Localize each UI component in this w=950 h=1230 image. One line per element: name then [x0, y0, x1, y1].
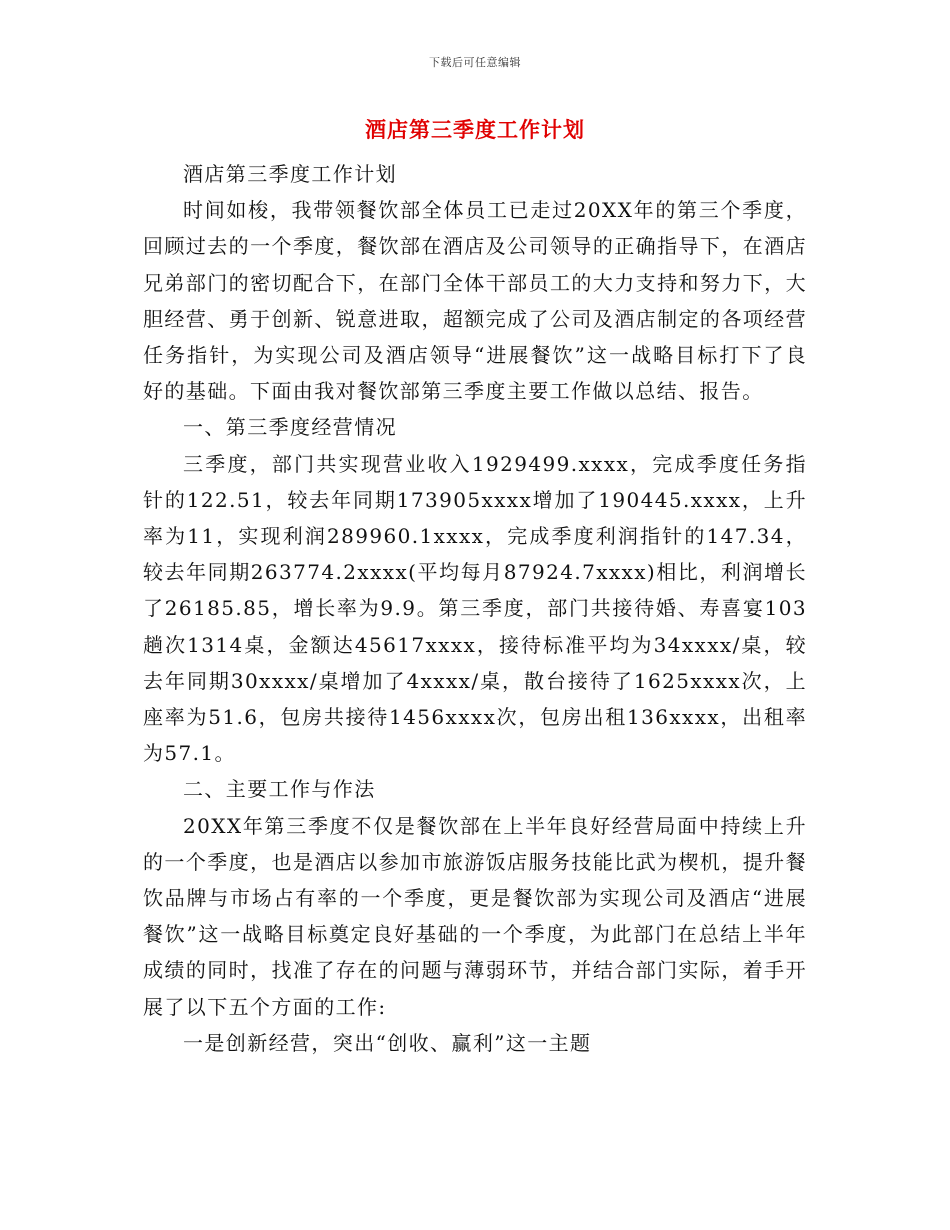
- header-note: 下载后可任意编辑: [429, 56, 521, 69]
- section-heading-2: 二、主要工作与作法: [183, 777, 376, 802]
- section-heading-1: 一、第三季度经营情况: [183, 415, 397, 440]
- paragraph-main-work: 20XX年第三季度不仅是餐饮部在上半年良好经营局面中持续上升的一个季度，也是酒店以参加市旅游饭店服务技能比武为楔机，提升餐饮品牌与市场占有率的一个季度，更是餐饮部为实现公司及酒店“进展餐饮”这一战略目标奠定良好基础的一个季度，为此部门在总结上半年成绩的同时，找准了存在的问题与薄弱环节，并结合部门实际，着手开展了以下五个方面的工作:: [143, 813, 807, 1019]
- paragraph-subtitle: 酒店第三季度工作计划: [183, 162, 397, 186]
- document-body: [143, 156, 807, 1061]
- paragraph-operations: 三季度，部门共实现营业收入1929499.xxxx，完成季度任务指针的122.51，较去年同期173905xxxx增加了190445.xxxx，上升率为11，实现利润289960.1xxxx，完成季度利润指针的147.34，较去年同期263774.2xxxx(平均每月87924.7xxxx)相比，利润增长了26185.85，增长率为9.9。第三季度，部门共接待婚、寿喜宴103趟次1314桌，金额达45617xxxx，接待标准平均为34xxxx/桌，较去年同期30xxxx/桌增加了4xxxx/桌，散台接待了1625xxxx次，上座率为51.6，包房共接待1456xxxx次，包房出租136xxxx，出租率为57.1。: [143, 451, 807, 766]
- document-title: 酒店第三季度工作计划: [365, 117, 585, 142]
- paragraph-intro: 时间如梭，我带领餐饮部全体员工已走过20XX年的第三个季度，回顾过去的一个季度，餐饮部在酒店及公司领导的正确指导下，在酒店兄弟部门的密切配合下，在部门全体干部员工的大力支持和努力下，大胆经营、勇于创新、锐意进取，超额完成了公司及酒店制定的各项经营任务指针，为实现公司及酒店领导“进展餐饮”这一战略目标打下了良好的基础。下面由我对餐饮部第三季度主要工作做以总结、报告。: [143, 198, 807, 404]
- paragraph-item-1: 一是创新经营，突出“创收、赢利”这一主题: [183, 1030, 592, 1055]
